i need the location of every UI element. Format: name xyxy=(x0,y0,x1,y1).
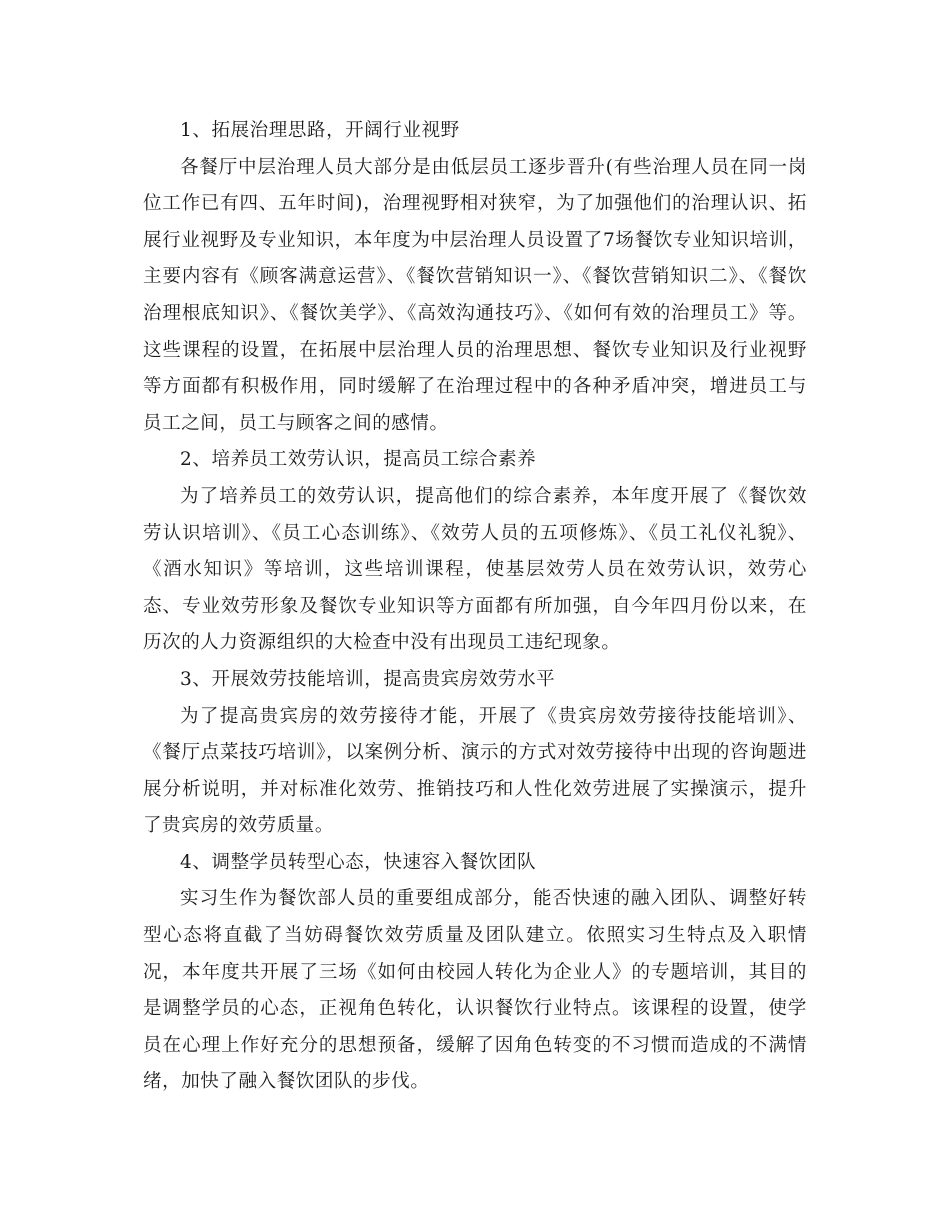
section-heading-1: 1、拓展治理思路，开阔行业视野 xyxy=(180,120,460,141)
section-paragraph-4: 实习生作为餐饮部人员的重要组成部分，能否快速的融入团队、调整好转型心态将直截了当妨碍餐饮效劳质量及团队建立。依照实习生特点及入职情况，本年度共开展了三场《如何由校园人转化为企业人》的专题培训，其目的是调整学员的心态，正视角色转化，认识餐饮行业特点。该课程的设置，使学员在心理上作好充分的思想预备，缓解了因角色转变的不习惯而造成的不满情绪，加快了融入餐饮团队的步伐。 xyxy=(143,888,807,1093)
section-heading-3: 3、开展效劳技能培训，提高贵宾房效劳水平 xyxy=(180,668,556,690)
section-paragraph-2: 为了培养员工的效劳认识，提高他们的综合素养，本年度开展了《餐饮效劳认识培训》、《员工心态训练》、《效劳人员的五项修炼》、《员工礼仪礼貌》、《酒水知识》等培训，这些培训课程，使基层效劳人员在效劳认识，效劳心态、专业效劳形象及餐饮专业知识等方面都有所加强，自今年四月份以来，在历次的人力资源组织的大检查中没有出现员工违纪现象。 xyxy=(143,485,807,654)
section-heading-4: 4、调整学员转型心态，快速容入餐饮团队 xyxy=(180,851,537,873)
document-body xyxy=(143,113,807,1101)
section-paragraph-1: 各餐厅中层治理人员大部分是由低层员工逐步晋升(有些治理人员在同一岗位工作已有四、五年时间)，治理视野相对狭窄，为了加强他们的治理认识、拓展行业视野及专业知识，本年度为中层治理人员设置了7场餐饮专业知识培训，主要内容有《顾客满意运营》、《餐饮营销知识一》、《餐饮营销知识二》、《餐饮治理根底知识》、《餐饮美学》、《高效沟通技巧》、《如何有效的治理员工》等。这些课程的设置，在拓展中层治理人员的治理思想、餐饮专业知识及行业视野等方面都有积极作用，同时缓解了在治理过程中的各种矛盾冲突，增进员工与员工之间，员工与顾客之间的感情。 xyxy=(143,156,807,434)
section-paragraph-3: 为了提高贵宾房的效劳接待才能，开展了《贵宾房效劳接待技能培训》、《餐厅点菜技巧培训》，以案例分析、演示的方式对效劳接待中出现的咨询题进展分析说明，并对标准化效劳、推销技巧和人性化效劳进展了实操演示，提升了贵宾房的效劳质量。 xyxy=(143,705,807,837)
section-heading-2: 2、培养员工效劳认识，提高员工综合素养 xyxy=(180,449,537,471)
